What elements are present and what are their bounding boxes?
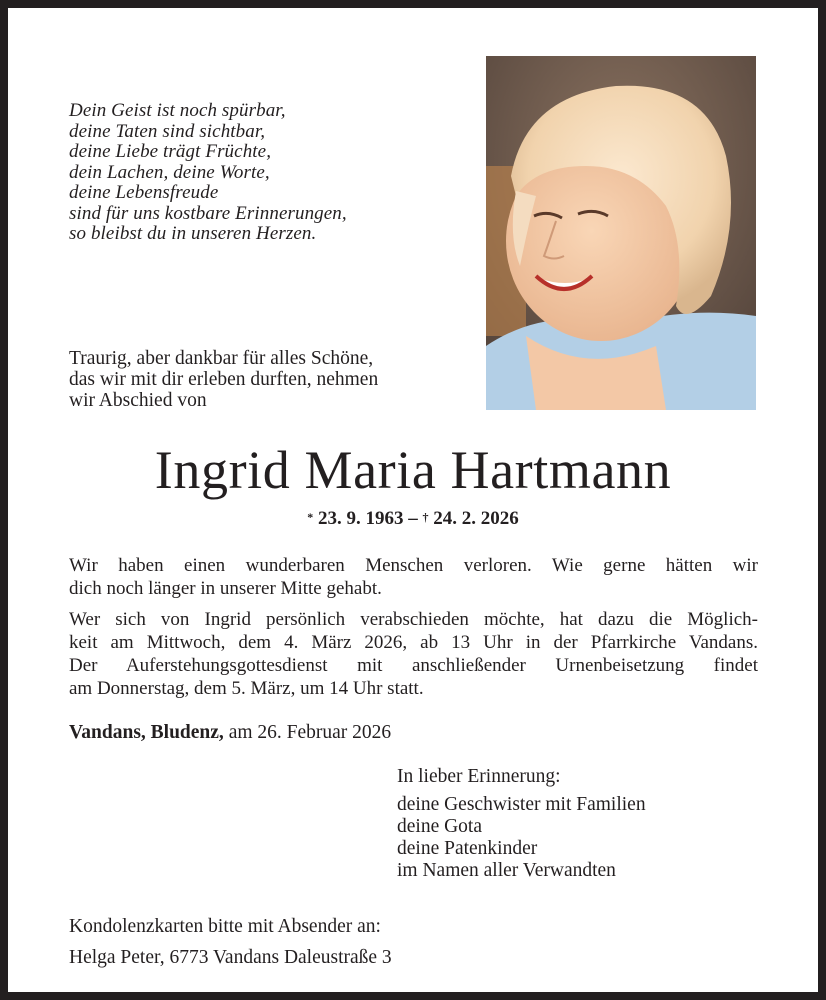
intro-line: das wir mit dir erleben durften, nehmen [69,369,379,390]
mourner-item: im Namen aller Verwandten [397,860,616,881]
paragraph-line: Wir haben einen wunderbaren Menschen verloren. Wie gerne hätten wir [69,555,758,576]
place-and-date [69,721,391,745]
mourner-item: deine Geschwister mit Familien [397,794,646,815]
paragraph-line: am Donnerstag, dem 5. März, um 14 Uhr statt. [69,678,424,699]
mourner-item: deine Patenkinder [397,838,538,859]
paragraph-line: keit am Mittwoch, dem 4. März 2026, ab 13 Uhr in der Pfarrkirche Vandans. [69,632,758,653]
poem-line: deine Taten sind sichtbar, [69,120,266,142]
condolence-label: Kondolenzkarten bitte mit Absender an: [69,916,381,937]
date-separator: – [403,508,423,529]
memory-heading: In lieber Erinnerung: [397,766,561,787]
memorial-poem [69,101,347,245]
paragraph-loss [69,554,758,600]
paragraph-line: Der Auferstehungsgottesdienst mit anschließender Urnenbeisetzung findet [69,655,758,676]
death-cross-icon: † [422,510,429,524]
poem-line: dein Lachen, deine Worte, [69,161,270,183]
poem-line: sind für uns kostbare Erinnerungen, [69,202,347,224]
intro-line: wir Abschied von [69,390,207,411]
condolence-recipient: Helga Peter, 6773 Vandans Daleustraße 3 [69,947,392,968]
deceased-name: Ingrid Maria Hartmann [154,440,672,500]
paragraph-funeral-details [69,608,758,700]
place-name: Vandans, Bludenz, [69,722,224,743]
paragraph-line: Wer sich von Ingrid persönlich verabschieden möchte, hat dazu die Möglich- [69,609,758,630]
birth-star-icon: * [307,510,314,524]
announcement-date: am 26. Februar 2026 [223,722,392,743]
condolence-address [69,911,392,973]
paragraph-line: dich noch länger in unserer Mitte gehabt. [69,578,382,599]
poem-line: Dein Geist ist noch spürbar, [69,100,286,121]
farewell-intro [69,348,378,411]
death-date: 24. 2. 2026 [433,508,519,529]
mourners-block [397,766,646,882]
birth-date: 23. 9. 1963 [318,508,404,529]
life-dates [0,507,826,531]
poem-line: so bleibst du in unseren Herzen. [69,223,317,244]
intro-line: Traurig, aber dankbar für alles Schöne, [69,348,374,369]
poem-line: deine Lebensfreude [69,182,219,203]
poem-line: deine Liebe trägt Früchte, [69,141,272,162]
portrait-photo [486,56,756,410]
mourner-item: deine Gota [397,816,483,837]
